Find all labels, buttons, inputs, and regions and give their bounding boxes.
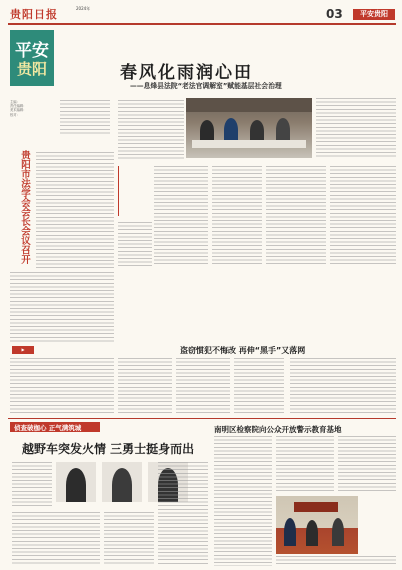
pull-quote-box — [118, 166, 155, 216]
side-article-body-lower — [10, 272, 114, 342]
page-number: 03 — [326, 7, 343, 21]
mid-story-col4 — [290, 358, 396, 414]
masthead-rule — [8, 23, 396, 25]
right-story-bottom — [276, 556, 396, 566]
photo-person — [276, 118, 290, 142]
mid-story-left-text — [10, 358, 114, 414]
staff-list — [10, 100, 60, 117]
logo-top-text: 平安 — [15, 41, 49, 61]
left-story-title: 越野车突发火情 三勇士挺身而出 — [22, 442, 195, 456]
photo-person — [224, 118, 238, 142]
right-story-col2 — [276, 436, 334, 492]
exhibit-sign — [294, 502, 338, 512]
hero-figure — [112, 468, 132, 502]
lead-intro-text — [118, 100, 184, 160]
lead-body-col3 — [266, 166, 326, 266]
staff-line: 主编： — [10, 100, 20, 104]
tag-text: 侦查破枷心 正气满筑城 — [14, 424, 82, 432]
tag-banner — [10, 422, 100, 432]
mid-rule — [8, 418, 396, 419]
staff-line: 美术编辑： — [10, 108, 27, 113]
mid-story-col3 — [234, 358, 284, 414]
section-name-box — [353, 9, 395, 20]
staff-line: 校对： — [10, 112, 20, 117]
lead-body-col4 — [330, 166, 396, 266]
lead-body-col1 — [154, 166, 208, 266]
photo-person — [200, 120, 214, 142]
lead-body-col2 — [212, 166, 262, 266]
left-story-body-3 — [158, 462, 208, 566]
photo-person — [250, 120, 264, 142]
mid-story-icon: ▶ — [12, 346, 34, 354]
mid-story-col1 — [118, 358, 172, 414]
staff-line: 责任编辑： — [10, 104, 27, 109]
left-story-body-2 — [104, 512, 154, 566]
left-story-body-1 — [12, 512, 100, 566]
photo-window — [186, 98, 312, 112]
side-headline: 贵阳市法学会会长会议召开 — [19, 150, 30, 264]
staff-text-block — [60, 100, 110, 134]
right-story-col3 — [338, 436, 396, 492]
lead-photo — [186, 98, 312, 158]
visitor-figure — [284, 518, 296, 546]
right-story-title: 南明区检察院向公众开放警示教育基地 — [214, 425, 342, 434]
exhibit-caption — [362, 496, 396, 554]
right-story-col1 — [214, 436, 272, 566]
masthead — [0, 0, 402, 26]
hero-figure — [66, 468, 86, 502]
hero-photo-1 — [56, 462, 96, 502]
lead-body-lower — [118, 222, 152, 266]
visitor-figure — [332, 518, 344, 546]
logo-bottom-text: 贵阳 — [16, 60, 47, 78]
section-name: 平安贵阳 — [360, 10, 388, 18]
paper-logo: 贵阳日报 — [10, 8, 58, 21]
exhibit-photo — [276, 496, 358, 554]
lead-title: 春风化雨润心田 — [120, 63, 253, 83]
mid-story-col2 — [176, 358, 230, 414]
lead-subtitle: ——息烽县法院“老法官调解室”赋能基层社会治理 — [130, 82, 282, 90]
left-story-side-text — [12, 462, 52, 508]
masthead-date: 2024年 — [76, 6, 91, 11]
visitor-figure — [306, 520, 318, 546]
lead-right-text — [316, 98, 396, 158]
mid-story-title: 盗窃惯犯不悔改 再伸“黑手”又落网 — [180, 346, 306, 355]
sidebar-logo — [10, 30, 54, 86]
photo-table — [192, 140, 306, 148]
side-article-body — [36, 152, 114, 270]
hero-photo-2 — [102, 462, 142, 502]
